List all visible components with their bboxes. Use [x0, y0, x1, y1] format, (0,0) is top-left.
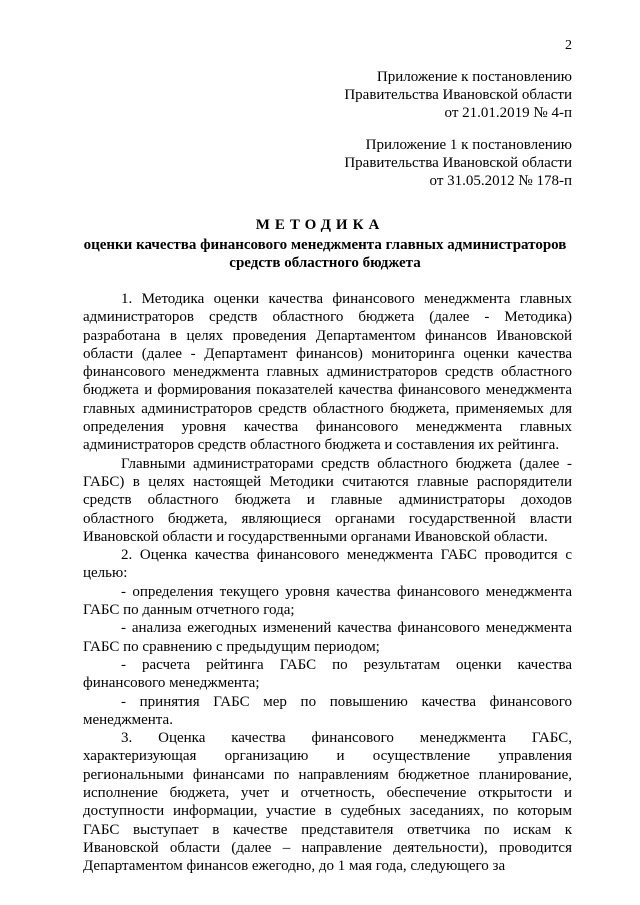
page-number: 2: [565, 38, 572, 53]
body-paragraph: Главными администраторами средств областного бюджета (далее - ГАБС) в целях настоящей Методики считаются главные распорядители средств областного бюджета и главные администраторы доходов областного бюджета, являющиеся органами государственной власти Ивановской области и государственными органами Ивановской области.: [83, 455, 572, 545]
appendix-header-line: от 21.01.2019 № 4-п: [444, 105, 572, 121]
body-paragraph: 3. Оценка качества финансового менеджмента ГАБС, характеризующая организацию и осуществление управления региональными финансами по направлениям бюджетное планирование, исполнение бюджета, учет и отчетность, обеспечение открытости и доступности информации, участие в судебных заседаниях, по которым ГАБС выступает в качестве представителя ответчика по искам к Ивановской области (далее – направление деятельности), проводится Департаментом финансов ежегодно, до 1 мая года, следующего за: [83, 730, 572, 875]
appendix-header-original: [344, 136, 572, 190]
document-subtitle: оценки качества финансового менеджмента главных администраторов средств областного бюджета: [83, 237, 567, 271]
body-paragraph: 2. Оценка качества финансового менеджмента ГАБС проводится с целью:: [83, 547, 572, 582]
list-item: - принятия ГАБС мер по повышению качества финансового менеджмента.: [83, 693, 572, 728]
document-title: МЕТОДИКА: [255, 217, 385, 233]
appendix-header-line: Правительства Ивановской области: [344, 87, 572, 103]
appendix-header-line: Правительства Ивановской области: [344, 155, 572, 171]
appendix-header-line: Приложение к постановлению: [376, 69, 572, 85]
list-item: - анализа ежегодных изменений качества финансового менеджмента ГАБС по сравнению с предыдущим периодом;: [83, 620, 572, 655]
document-body: [83, 290, 572, 876]
list-item: - определения текущего уровня качества финансового менеджмента ГАБС по данным отчетного года;: [83, 583, 572, 619]
appendix-header-line: от 31.05.2012 № 178-п: [429, 173, 572, 189]
list-item: - расчета рейтинга ГАБС по результатам оценки качества финансового менеджмента;: [83, 656, 572, 692]
appendix-header-current: [344, 68, 572, 122]
appendix-header-line: Приложение 1 к постановлению: [365, 137, 572, 153]
body-paragraph: 1. Методика оценки качества финансового менеджмента главных администраторов средств областного бюджета (далее - Методика) разработана в целях проведения Департаментом финансов Ивановской области (далее - Департамент финансов) мониторинга оценки качества финансового менеджмента главных администраторов средств областного бюджета и формирования показателей качества финансового менеджмента главных администраторов средств областного бюджета, применяемых для определения уровня качества финансового менеджмента главных администраторов средств областного бюджета и составления их рейтинга.: [83, 291, 572, 454]
